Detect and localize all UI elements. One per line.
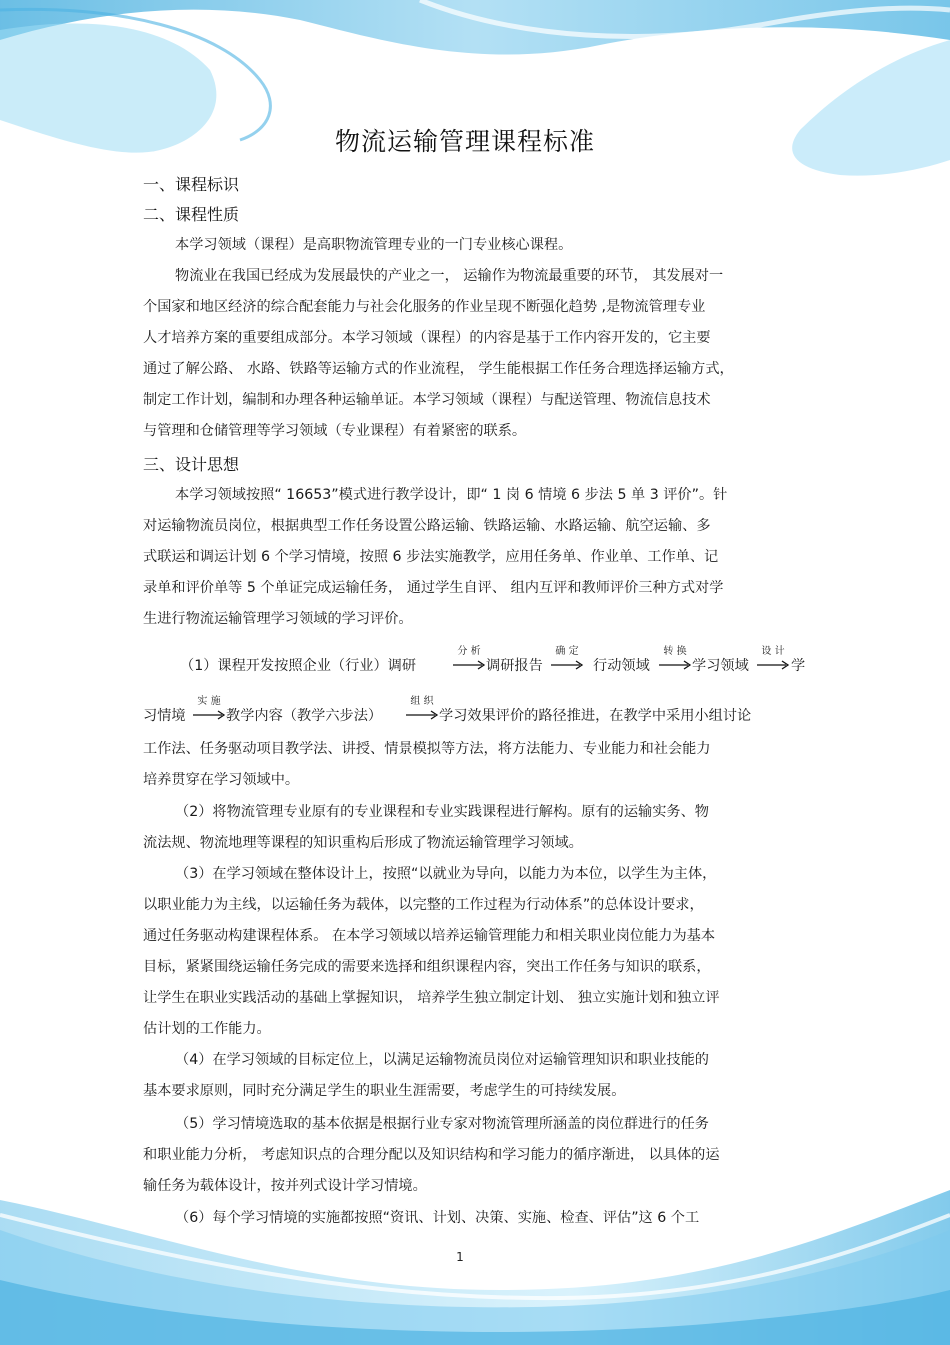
flow-arrow-label: 实 施 bbox=[197, 696, 221, 707]
flow-arrow-label: 转 换 bbox=[663, 646, 687, 657]
right-arrow-icon bbox=[756, 654, 790, 674]
flow-arrow bbox=[756, 646, 790, 674]
paragraph-line: 输任务为载体设计，按并列式设计学习情境。 bbox=[143, 1178, 427, 1194]
right-arrow-icon bbox=[452, 654, 486, 674]
flow-step-text: 调研报告 bbox=[486, 658, 543, 674]
flow-arrow bbox=[405, 696, 439, 724]
heading-course-nature: 二、课程性质 bbox=[143, 205, 240, 224]
paragraph-line: （2）将物流管理专业原有的专业课程和专业实践课程进行解构。原有的运输实务、物 bbox=[175, 804, 709, 820]
paragraph-line: 个国家和地区经济的综合配套能力与社会化服务的作业呈现不断强化趋势 ,是物流管理专业 bbox=[143, 299, 706, 315]
heading-course-id: 一、课程标识 bbox=[143, 175, 240, 194]
paragraph-line: 通过任务驱动构建课程体系。 在本学习领域以培养运输管理能力和相关职业岗位能力为基本 bbox=[143, 928, 716, 944]
paragraph-line: 人才培养方案的重要组成部分。本学习领域（课程）的内容是基于工作内容开发的，它主要 bbox=[143, 330, 711, 346]
paragraph-line: （6）每个学习情境的实施都按照“资讯、计划、决策、实施、检查、评估”这 6 个工 bbox=[175, 1210, 700, 1226]
flow-arrow bbox=[550, 646, 584, 674]
paragraph-line: 工作法、任务驱动项目教学法、讲授、情景模拟等方法，将方法能力、专业能力和社会能力 bbox=[143, 741, 711, 757]
flow-step-text: 习情境 bbox=[143, 708, 186, 724]
right-arrow-icon bbox=[405, 704, 439, 724]
paragraph-line: 录单和评价单等 5 个单证完成运输任务， 通过学生自评、 组内互评和教师评价三种方式对学 bbox=[143, 580, 724, 596]
paragraph-line: 式联运和调运计划 6 个学习情境，按照 6 步法实施教学，应用任务单、作业单、工作单、记 bbox=[143, 549, 719, 565]
page-number: 1 bbox=[456, 1250, 464, 1264]
flow-step-text: 学 bbox=[791, 658, 806, 674]
paragraph-line: 培养贯穿在学习领域中。 bbox=[143, 772, 300, 788]
paragraph-line: 制定工作计划，编制和办理各种运输单证。本学习领域（课程）与配送管理、物流信息技术 bbox=[143, 392, 711, 408]
paragraph-line: 本学习领域按照“ 16653”模式进行教学设计，即“ 1 岗 6 情境 6 步法 5 单 3 评价”。针 bbox=[175, 487, 728, 503]
paragraph-line: 基本要求原则，同时充分满足学生的职业生涯需要，考虑学生的可持续发展。 bbox=[143, 1083, 626, 1099]
flow-step-text: 学习效果评价的路径推进，在教学中采用小组讨论 bbox=[439, 708, 752, 724]
flow-step-text: 学习领域 bbox=[692, 658, 749, 674]
paragraph-line: 通过了解公路、 水路、铁路等运输方式的作业流程， 学生能根据工作任务合理选择运输方式， bbox=[143, 361, 734, 377]
paragraph-line: 与管理和仓储管理等学习领域（专业课程）有着紧密的联系。 bbox=[143, 423, 527, 439]
flow-arrow-label: 确 定 bbox=[555, 646, 579, 657]
flow-arrow bbox=[452, 646, 486, 674]
flow-arrow-label: 组 织 bbox=[410, 696, 434, 707]
paragraph-line: 让学生在职业实践活动的基础上掌握知识， 培养学生独立制定计划、 独立实施计划和独立评 bbox=[143, 990, 720, 1006]
flow-start: （1）课程开发按照企业（行业）调研 bbox=[180, 658, 417, 674]
flow-step-text: 教学内容（教学六步法） bbox=[226, 708, 383, 724]
paragraph-line: 生进行物流运输管理学习领域的学习评价。 bbox=[143, 611, 413, 627]
paragraph-line: 本学习领域（课程）是高职物流管理专业的一门专业核心课程。 bbox=[175, 237, 573, 253]
paragraph-line: 和职业能力分析， 考虑知识点的合理分配以及知识结构和学习能力的循序渐进， 以具体的运 bbox=[143, 1147, 720, 1163]
paragraph-line: （5）学习情境选取的基本依据是根据行业专家对物流管理所涵盖的岗位群进行的任务 bbox=[175, 1116, 709, 1132]
paragraph-line: （3）在学习领域在整体设计上，按照“以就业为导向，以能力为本位，以学生为主体， bbox=[175, 866, 717, 882]
flow-arrow-label: 设 计 bbox=[761, 646, 785, 657]
document-title: 物流运输管理课程标准 bbox=[334, 127, 595, 156]
paragraph-line: 估计划的工作能力。 bbox=[143, 1021, 271, 1037]
flow-arrow-label: 分 析 bbox=[457, 646, 481, 657]
flow-arrow bbox=[192, 696, 226, 724]
paragraph-line: 流法规、物流地理等课程的知识重构后形成了物流运输管理学习领域。 bbox=[143, 835, 583, 851]
paragraph-line: 物流业在我国已经成为发展最快的产业之一， 运输作为物流最重要的环节， 其发展对一 bbox=[175, 268, 724, 284]
paragraph-line: 对运输物流员岗位，根据典型工作任务设置公路运输、铁路运输、水路运输、航空运输、多 bbox=[143, 518, 711, 534]
right-arrow-icon bbox=[550, 654, 584, 674]
paragraph-line: 目标，紧紧围绕运输任务完成的需要来选择和组织课程内容，突出工作任务与知识的联系， bbox=[143, 959, 711, 975]
flow-arrow bbox=[658, 646, 692, 674]
paragraph-line: （4）在学习领域的目标定位上，以满足运输物流员岗位对运输管理知识和职业技能的 bbox=[175, 1052, 709, 1068]
heading-design-idea: 三、设计思想 bbox=[143, 455, 240, 474]
right-arrow-icon bbox=[658, 654, 692, 674]
right-arrow-icon bbox=[192, 704, 226, 724]
flow-step-text: 行动领域 bbox=[593, 658, 650, 674]
paragraph-line: 以职业能力为主线，以运输任务为载体，以完整的工作过程为行动体系”的总体设计要求， bbox=[143, 897, 704, 913]
